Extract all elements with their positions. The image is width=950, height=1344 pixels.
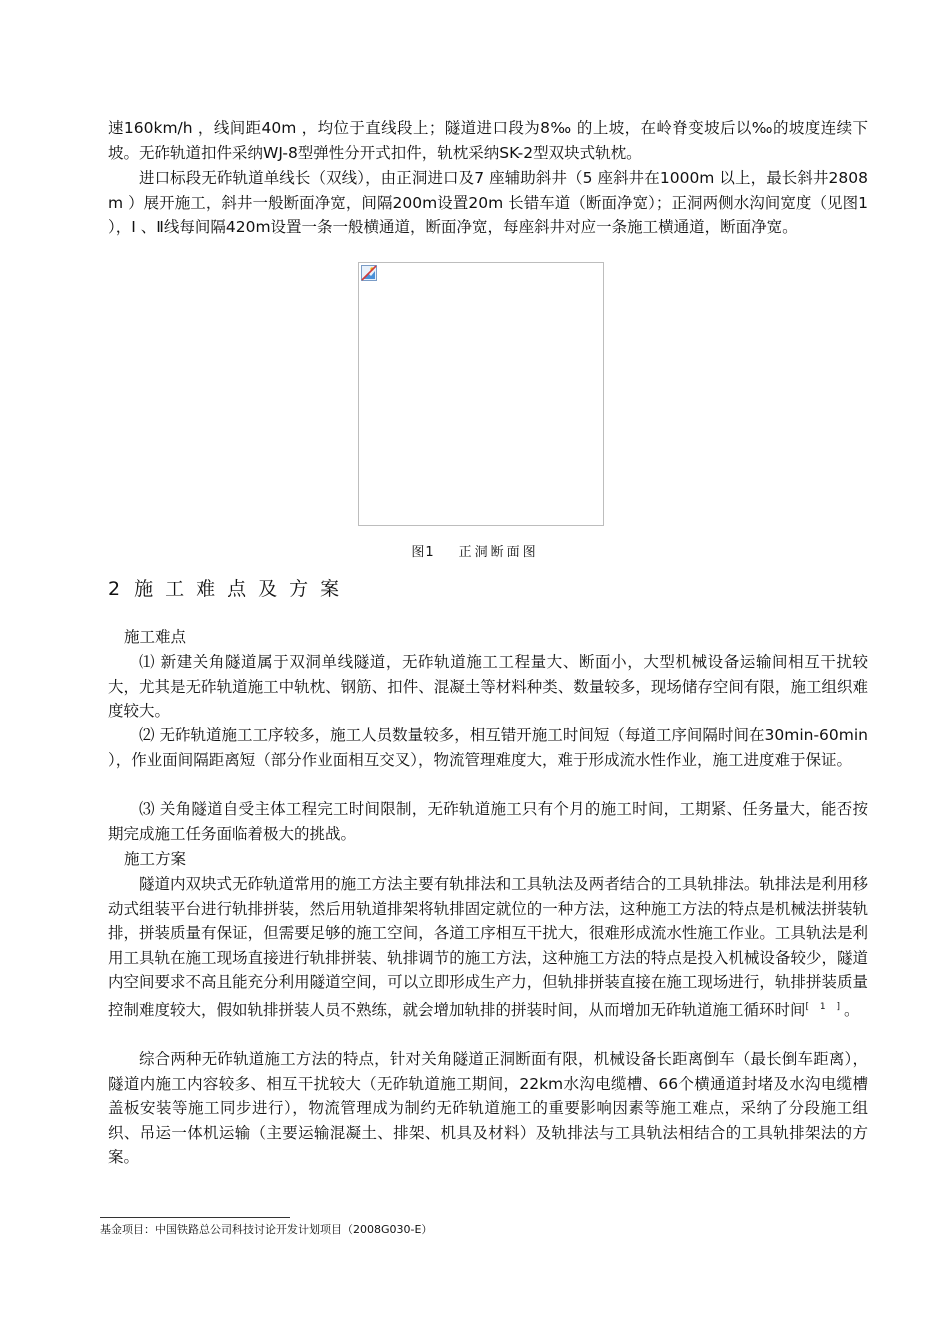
paragraph-construction-methods	[108, 872, 868, 1023]
paragraph-line-params: 速160km/h ，线间距40m ，均位于直线段上；隧道进口段为8‰ 的上坡，在岭脊变坡后以‰的坡度连续下坡。无砟轨道扣件采纳WJ-8型弹性分开式扣件，轨枕采纳SK-2型双块式轨枕。	[108, 119, 868, 162]
figure-number: 图1	[411, 545, 435, 560]
figure-image-placeholder	[358, 262, 604, 526]
section-number: 2	[108, 578, 121, 600]
list-item-difficulty-2: ⑵ 无砟轨道施工工序较多，施工人员数量较多，相互错开施工时间短（每道工序间隔时间在30min-60min ），作业面间隔距离短（部分作业面相互交叉），物流管理难度大，难于形成流水性作业，施工进度难于保证。	[108, 726, 868, 769]
section-title: 施工难点及方案	[134, 578, 352, 600]
broken-image-icon	[361, 265, 377, 281]
paragraph-entrance-section: 进口标段无砟轨道单线长（双线），由正洞进口及7 座辅助斜井（5 座斜井在1000m 以上，最长斜井2808m ）展开施工，斜井一般断面净宽，间隔200m设置20m 长错车道（断面净宽）；正洞两侧水沟间宽度（见图1 ），Ⅰ 、Ⅱ线每间隔420m设置一条一般横通道，断面净宽，每座斜井对应一条施工横通道，断面净宽。	[108, 169, 868, 237]
citation-ref[interactable]: [ 1 ]	[805, 1001, 844, 1012]
paragraph-chosen-scheme: 综合两种无砟轨道施工方法的特点，针对关角隧道正洞断面有限，机械设备长距离倒车（最长倒车距离），隧道内施工内容较多、相互干扰较大（无砟轨道施工期间，22km水沟电缆槽、66个横通道封堵及水沟电缆槽盖板安装等施工同步进行），物流管理成为制约无砟轨道施工的重要影响因素等施工难点，采纳了分段施工组织、吊运一体机运输（主要运输混凝土、排架、机具及材料）及轨排法与工具轨法相结合的工具轨排架法的方案。	[108, 1050, 868, 1167]
section-heading	[108, 574, 351, 601]
list-item-difficulty-3: ⑶ 关角隧道自受主体工程完工时间限制，无砟轨道施工只有个月的施工时间，工期紧、任务量大，能否按期完成施工任务面临着极大的挑战。	[108, 800, 868, 843]
footnote-divider	[100, 1217, 290, 1218]
figure-title: 正洞断面图	[458, 545, 539, 560]
figure-caption	[0, 541, 950, 560]
paragraph-methods-text: 隧道内双块式无砟轨道常用的施工方法主要有轨排法和工具轨法及两者结合的工具轨排法。轨排法是利用移动式组装平台进行轨排拼装，然后用轨道排架将轨排固定就位的一种方法，这种施工方法的特点是机械法拼装轨排，拼装质量有保证，但需要足够的施工空间，各道工序相互干扰大，很难形成流水性施工作业。工具轨法是利用工具轨在施工现场直接进行轨排拼装、轨排调节的施工方法，这种施工方法的特点是投入机械设备较少，隧道内空间要求不高且能充分利用隧道空间，可以立即形成生产力，但轨排拼装直接在施工现场进行，轨排拼装质量控制难度较大，假如轨排拼装人员不熟练，就会增加轨排的拼装时间，从而增加无砟轨道施工循环时间	[108, 875, 868, 1020]
footnote-funding: 基金项目：中国铁路总公司科技讨论开发计划项目（2008G030-E）	[100, 1223, 433, 1236]
paragraph-methods-end: 。	[844, 1001, 860, 1020]
subheading-scheme: 施工方案	[124, 850, 187, 868]
list-item-difficulty-1: ⑴ 新建关角隧道属于双洞单线隧道，无砟轨道施工工程量大、断面小，大型机械设备运输间相互干扰较大，尤其是无砟轨道施工中轨枕、钢筋、扣件、混凝土等材料种类、数量较多，现场储存空间有限，施工组织难度较大。	[108, 653, 868, 721]
subheading-difficulties: 施工难点	[124, 628, 187, 646]
